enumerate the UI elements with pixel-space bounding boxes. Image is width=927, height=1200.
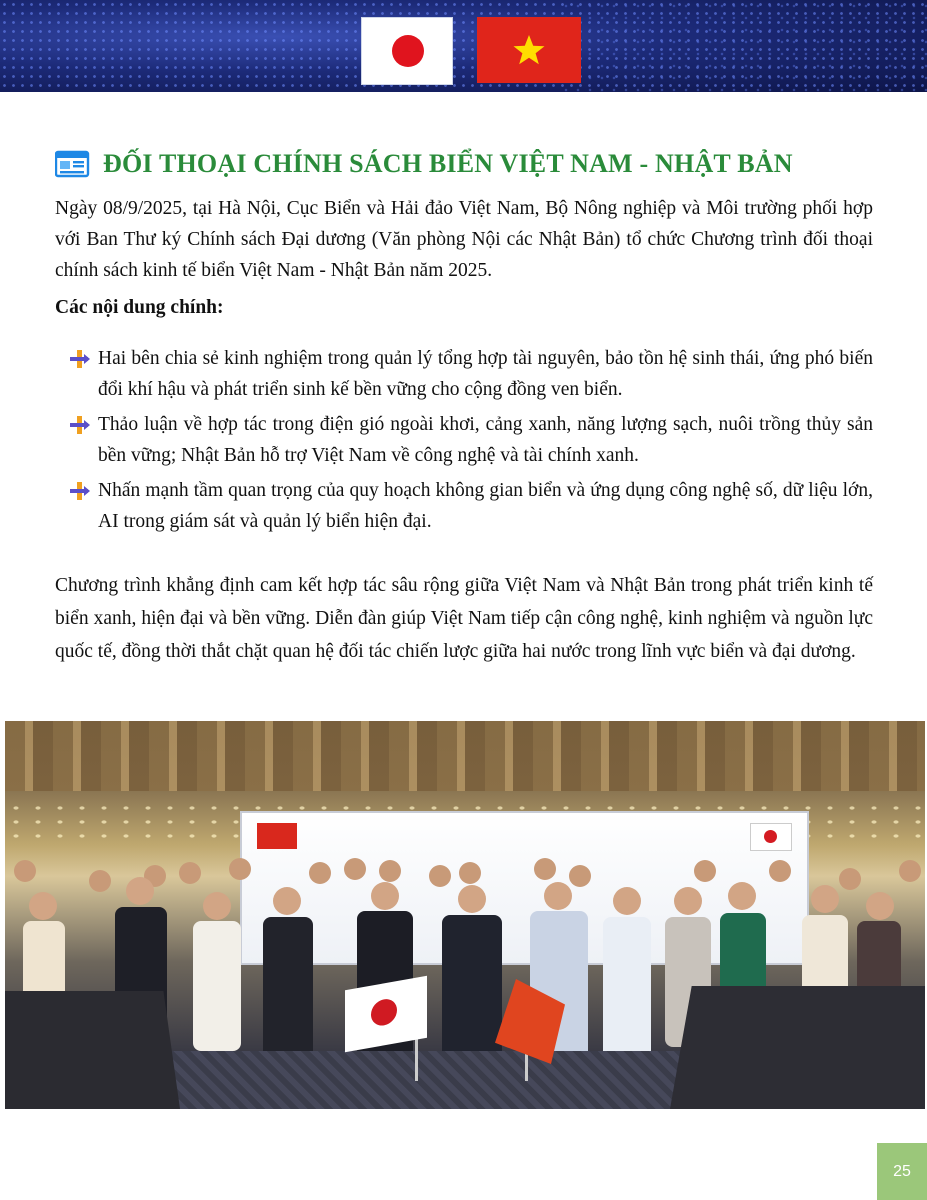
photo-table-right bbox=[670, 986, 925, 1109]
page-number-badge: 25 bbox=[877, 1143, 927, 1200]
bullet-arrow-icon bbox=[70, 482, 90, 500]
japan-flag-icon bbox=[361, 17, 453, 85]
banner-dot-pattern-right bbox=[560, 0, 927, 92]
list-item-text: Nhấn mạnh tầm quan trọng của quy hoạch không gian biển và ứng dụng công nghệ số, dữ liệu lớn, AI trong giám sát và quản lý biển hiện đại. bbox=[98, 480, 873, 532]
list-item bbox=[70, 475, 873, 537]
vietnam-flag-star bbox=[513, 34, 545, 66]
photo-ceiling bbox=[5, 721, 925, 791]
main-content-subheading: Các nội dung chính: bbox=[55, 297, 224, 318]
list-item bbox=[70, 409, 873, 471]
backdrop-japan-flag bbox=[750, 823, 792, 851]
conclusion-paragraph: Chương trình khẳng định cam kết hợp tác sâu rộng giữa Việt Nam và Nhật Bản trong phát triển kinh tế biển xanh, hiện đại và bền vững. Diễn đàn giúp Việt Nam tiếp cận công nghệ, kinh nghiệm và nguồn lực quốc tế, đồng thời thắt chặt quan hệ đối tác chiến lược giữa hai nước trong lĩnh vực biển và đại dương. bbox=[55, 575, 873, 662]
news-icon bbox=[55, 150, 91, 178]
japan-flag-disc bbox=[392, 35, 424, 67]
backdrop-vietnam-flag bbox=[257, 823, 297, 849]
vietnam-flag-icon bbox=[477, 17, 581, 83]
section-heading bbox=[55, 146, 895, 182]
main-content-list bbox=[70, 343, 873, 541]
bullet-arrow-icon bbox=[70, 350, 90, 368]
header-banner bbox=[0, 0, 927, 92]
list-item-text: Thảo luận về hợp tác trong điện gió ngoài khơi, cảng xanh, năng lượng sạch, nuôi trồng thủy sản bền vững; Nhật Bản hỗ trợ Việt Nam về công nghệ và tài chính xanh. bbox=[98, 414, 873, 466]
list-item bbox=[70, 343, 873, 405]
photo-table-left bbox=[5, 991, 180, 1109]
intro-paragraph: Ngày 08/9/2025, tại Hà Nội, Cục Biển và Hải đảo Việt Nam, Bộ Nông nghiệp và Môi trường phối hợp với Ban Thư ký Chính sách Đại dương (Văn phòng Nội các Nhật Bản) tổ chức Chương trình đối thoại chính sách kinh tế biển Việt Nam - Nhật Bản năm 2025. bbox=[55, 198, 873, 281]
bullet-arrow-icon bbox=[70, 416, 90, 434]
page-title: ĐỐI THOẠI CHÍNH SÁCH BIỂN VIỆT NAM - NHẬT BẢN bbox=[103, 149, 793, 178]
group-photo bbox=[5, 721, 925, 1109]
list-item-text: Hai bên chia sẻ kinh nghiệm trong quản lý tổng hợp tài nguyên, bảo tồn hệ sinh thái, ứng phó biến đổi khí hậu và phát triển sinh kế bền vững cho cộng đồng ven biển. bbox=[98, 348, 873, 400]
